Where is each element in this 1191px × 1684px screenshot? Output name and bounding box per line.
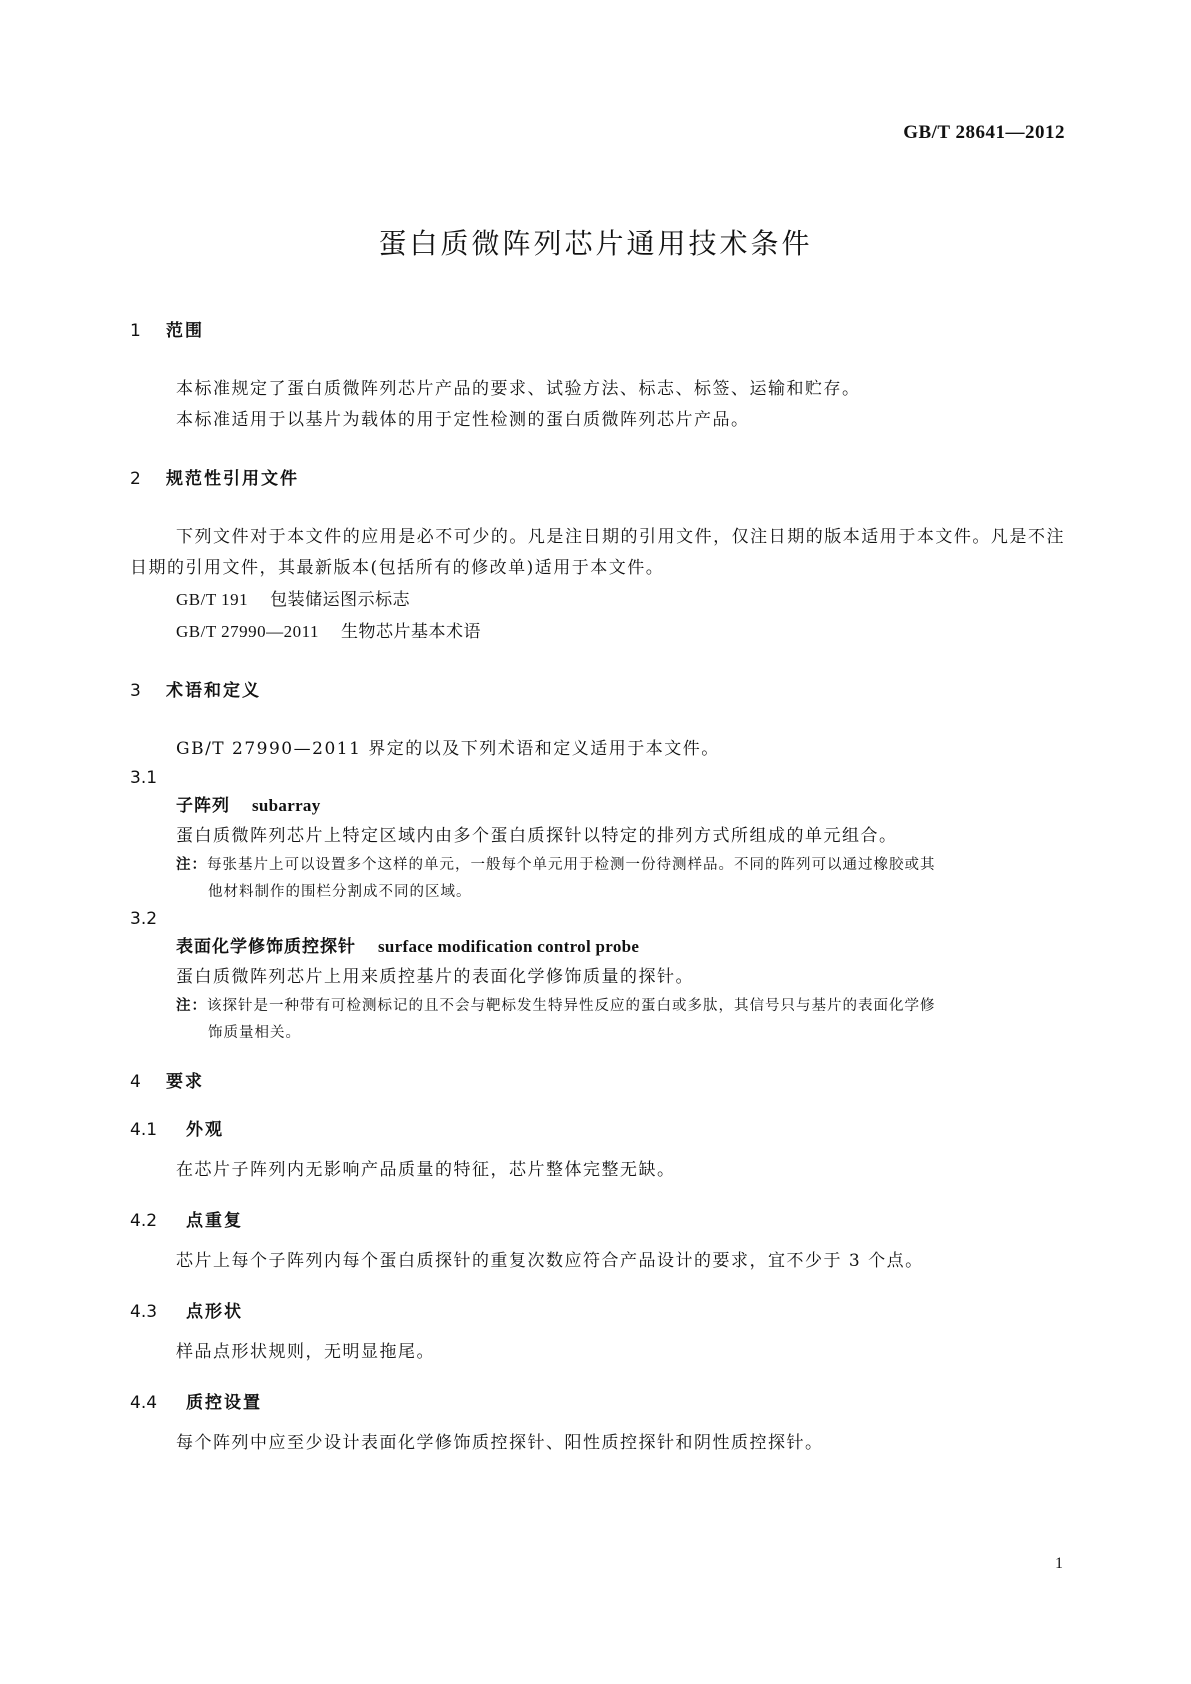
document-title: 蛋白质微阵列芯片通用技术条件 — [378, 227, 813, 260]
term-name-cn: 子阵列 — [176, 796, 230, 816]
term-name — [130, 932, 1065, 962]
subsection-title: 点形状 — [186, 1302, 243, 1322]
note-text-line2: 他材料制作的围栏分割成不同的区域。 — [208, 884, 472, 900]
section-heading-1 — [130, 318, 1065, 344]
section-title: 范围 — [166, 321, 204, 341]
reference-item — [130, 616, 1065, 648]
subsection-number: 4.3 — [130, 1302, 158, 1322]
note-label: 注： — [176, 998, 207, 1014]
subsection-text: 样品点形状规则，无明显拖尾。 — [176, 1342, 435, 1362]
section-number: 4 — [130, 1072, 141, 1092]
term-definition: 蛋白质微阵列芯片上特定区域内由多个蛋白质探针以特定的排列方式所组成的单元组合。 — [176, 826, 898, 846]
subsection-title: 点重复 — [186, 1211, 243, 1231]
term-name-cn: 表面化学修饰质控探针 — [176, 937, 356, 957]
section-heading-2 — [130, 466, 1065, 492]
subsection-title: 质控设置 — [186, 1393, 262, 1413]
scope-paragraph-2: 本标准适用于以基片为载体的用于定性检测的蛋白质微阵列芯片产品。 — [176, 410, 750, 430]
section-number: 2 — [130, 469, 141, 489]
section-title: 要求 — [166, 1072, 204, 1092]
term-number: 3.1 — [130, 768, 158, 788]
section-number: 3 — [130, 681, 141, 701]
note-text-line2: 饰质量相关。 — [208, 1025, 301, 1041]
document-body — [130, 318, 1065, 1459]
subsection-text: 芯片上每个子阵列内每个蛋白质探针的重复次数应符合产品设计的要求，宜不少于 3 个点。 — [176, 1251, 924, 1271]
subsection-text: 每个阵列中应至少设计表面化学修饰质控探针、阳性质控探针和阴性质控探针。 — [176, 1433, 824, 1453]
section-heading-4 — [130, 1069, 1065, 1095]
section-title: 术语和定义 — [166, 681, 261, 701]
term-name-en: surface modification control probe — [378, 937, 640, 956]
subsection-title: 外观 — [186, 1120, 224, 1140]
reference-title: 包装储运图示标志 — [270, 590, 411, 610]
term-name — [130, 791, 1065, 821]
scope-paragraph-1: 本标准规定了蛋白质微阵列芯片产品的要求、试验方法、标志、标签、运输和贮存。 — [176, 379, 861, 399]
subsection-heading — [130, 1117, 1065, 1143]
normative-paragraph: 下列文件对于本文件的应用是必不可少的。凡是注日期的引用文件，仅注日期的版本适用于本文件。凡是不注日期的引用文件，其最新版本(包括所有的修改单)适用于本文件。 — [130, 527, 1065, 578]
page-number: 1 — [1055, 1555, 1063, 1572]
section-number: 1 — [130, 321, 141, 341]
term-name-en: subarray — [252, 796, 321, 815]
subsection-number: 4.2 — [130, 1211, 158, 1231]
subsection-text: 在芯片子阵列内无影响产品质量的特征，芯片整体完整无缺。 — [176, 1160, 676, 1180]
term-note — [130, 852, 1065, 906]
subsection-heading — [130, 1299, 1065, 1325]
term-definition: 蛋白质微阵列芯片上用来质控基片的表面化学修饰质量的探针。 — [176, 967, 694, 987]
subsection-number: 4.1 — [130, 1120, 158, 1140]
term-number: 3.2 — [130, 909, 158, 929]
standard-number: GB/T 28641—2012 — [903, 122, 1065, 143]
note-text-line1: 每张基片上可以设置多个这样的单元，一般每个单元用于检测一份待测样品。不同的阵列可以通过橡胶或其 — [207, 857, 936, 873]
note-label: 注： — [176, 857, 207, 873]
reference-title: 生物芯片基本术语 — [341, 622, 482, 642]
term-note — [130, 993, 1065, 1047]
section-title: 规范性引用文件 — [166, 469, 299, 489]
subsection-number: 4.4 — [130, 1393, 158, 1413]
section-heading-3 — [130, 678, 1065, 704]
subsection-heading — [130, 1390, 1065, 1416]
note-text-line1: 该探针是一种带有可检测标记的且不会与靶标发生特异性反应的蛋白或多肽，其信号只与基片的表面化学修 — [207, 998, 936, 1014]
reference-code: GB/T 27990—2011 — [176, 622, 320, 641]
terms-intro-paragraph: GB/T 27990—2011 界定的以及下列术语和定义适用于本文件。 — [176, 739, 720, 759]
subsection-heading — [130, 1208, 1065, 1234]
reference-code: GB/T 191 — [176, 590, 249, 609]
reference-item — [130, 584, 1065, 616]
